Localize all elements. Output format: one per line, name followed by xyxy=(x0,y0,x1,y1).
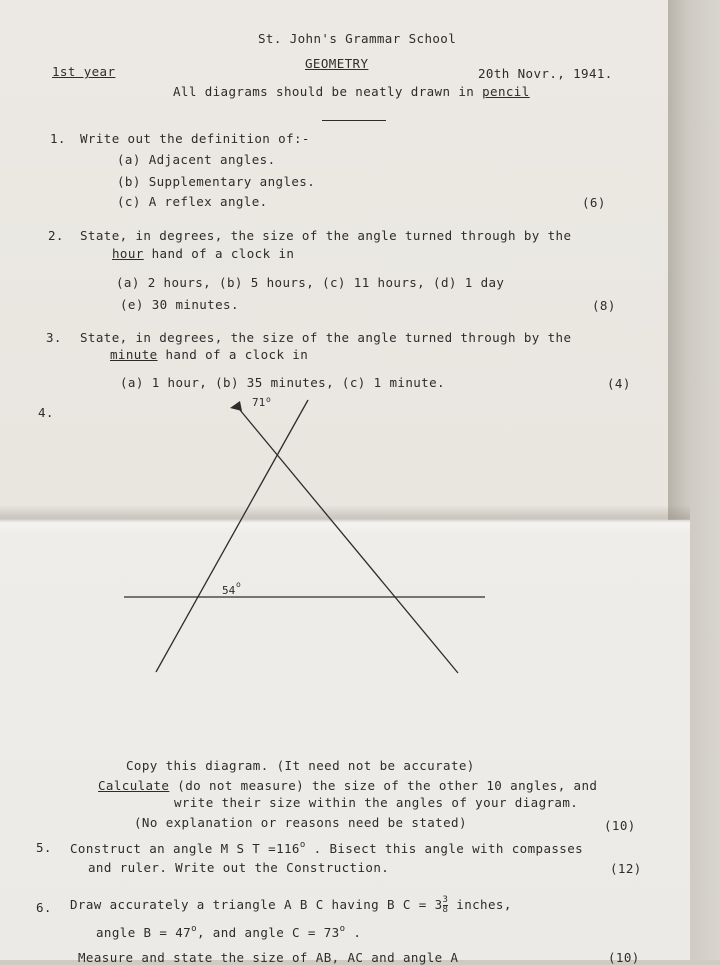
school-name: St. John's Grammar School xyxy=(258,31,457,46)
q3-number: 3. xyxy=(46,330,62,345)
q4-line1: Copy this diagram. (It need not be accurate) xyxy=(126,758,475,773)
q3-line2-rest: hand of a clock in xyxy=(157,347,309,362)
q6-line1-a: Draw accurately a triangle A B C having B C = 3 xyxy=(70,897,443,912)
q4-number: 4. xyxy=(38,405,54,420)
q4-line3: write their size within the angles of your diagram. xyxy=(174,795,579,810)
q4-line4: (No explanation or reasons need be stated) xyxy=(134,815,467,830)
q5-line1-a: Construct an angle M S T =116 xyxy=(70,841,300,856)
q1-part-b: (b) Supplementary angles. xyxy=(117,174,316,189)
diagram-arrow-mark xyxy=(230,401,242,411)
q6-marks: (10) xyxy=(608,950,640,965)
subject-title: GEOMETRY xyxy=(305,56,369,71)
q6-degree-c: o xyxy=(339,924,346,934)
angle-label-71: 71 xyxy=(252,396,266,409)
q2-parts: (a) 2 hours, (b) 5 hours, (c) 11 hours, (d) 1 day xyxy=(116,275,505,290)
q2-hour-word: hour xyxy=(112,246,144,261)
q4-line2-rest: (do not measure) the size of the other 10 angles, and xyxy=(169,778,598,793)
q4-line2 xyxy=(98,778,597,793)
q3-line1: State, in degrees, the size of the angle turned through by the xyxy=(80,330,572,345)
angle-degree-71: o xyxy=(266,395,271,404)
diagram-line-right xyxy=(240,410,458,673)
q4-marks: (10) xyxy=(604,818,636,833)
q6-line3: Measure and state the size of AB, AC and angle A xyxy=(78,950,459,965)
q5-degree: o xyxy=(299,840,306,850)
q2-marks: (8) xyxy=(592,298,616,313)
q6-line2-a: angle B = 47 xyxy=(96,925,192,940)
angle-degree-54: o xyxy=(236,580,241,589)
q2-line1: State, in degrees, the size of the angle turned through by the xyxy=(80,228,572,243)
q6-frac-num: 3 xyxy=(442,895,449,905)
instruction-prefix: All diagrams should be neatly drawn in xyxy=(173,84,483,99)
diagram-line-left xyxy=(156,400,308,672)
q2-line2-rest: hand of a clock in xyxy=(143,246,295,261)
q6-degree-b: o xyxy=(191,924,197,934)
q6-line1 xyxy=(70,896,512,915)
q3-parts: (a) 1 hour, (b) 35 minutes, (c) 1 minute. xyxy=(120,375,445,390)
q6-frac-den: 8 xyxy=(442,905,449,915)
q5-line2: and ruler. Write out the Construction. xyxy=(88,860,390,875)
exam-date: 20th Novr., 1941. xyxy=(478,66,613,81)
q5-number: 5. xyxy=(36,840,52,855)
q1-part-c: (c) A reflex angle. xyxy=(117,194,268,209)
q6-line2-b: , and angle C = 73 xyxy=(196,925,340,940)
q6-number: 6. xyxy=(36,900,52,915)
q2-number: 2. xyxy=(48,228,64,243)
q5-line1 xyxy=(70,840,583,856)
q6-line2 xyxy=(96,924,361,940)
year-label: 1st year xyxy=(52,64,116,79)
q5-line1-b: . Bisect this angle with compasses xyxy=(305,841,584,856)
q3-marks: (4) xyxy=(607,376,631,391)
q1-number: 1. xyxy=(50,131,66,146)
q6-line2-c: . xyxy=(345,925,362,940)
q3-minute-word: minute xyxy=(110,347,158,362)
angle-label-54: 54 xyxy=(222,584,236,597)
q2-part-e: (e) 30 minutes. xyxy=(120,297,239,312)
instruction-pencil: pencil xyxy=(482,84,530,99)
q1-part-a: (a) Adjacent angles. xyxy=(117,152,276,167)
q4-calculate-word: Calculate xyxy=(98,778,170,793)
q1-marks: (6) xyxy=(582,195,606,210)
q6-line1-b: inches, xyxy=(448,897,512,912)
q1-text: Write out the definition of:- xyxy=(80,131,310,146)
q5-marks: (12) xyxy=(610,861,642,876)
